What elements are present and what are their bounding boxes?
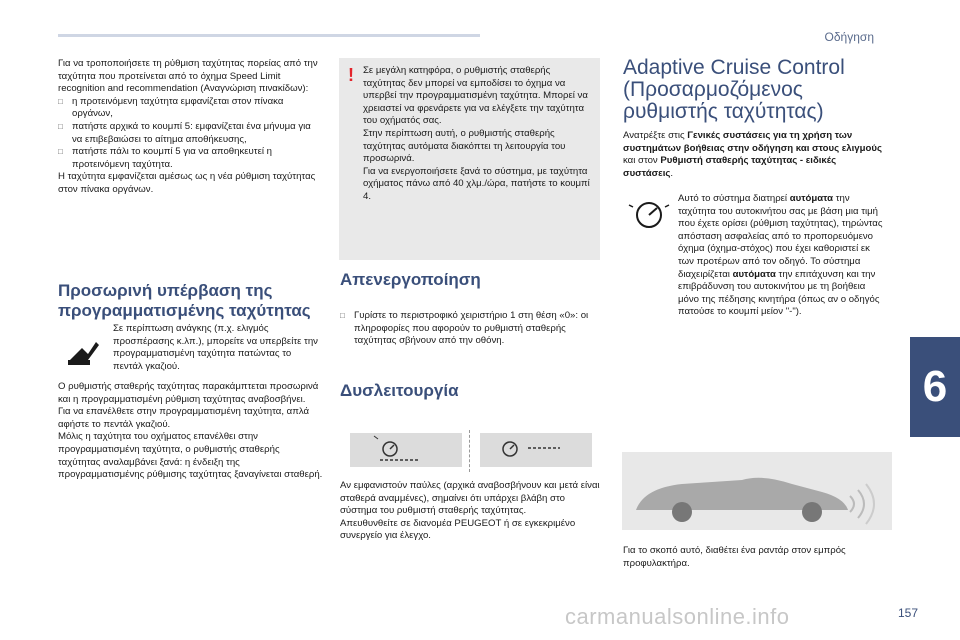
acc-title: Adaptive Cruise Control (Προσαρμοζόμενος ρυθμιστής ταχύτητας) — [623, 56, 845, 123]
deactivation-title: Απενεργοποίηση — [340, 270, 481, 289]
speedometer-dashes-image-flashing — [350, 433, 462, 467]
chapter-tab: 6 — [910, 337, 960, 437]
malfunction-title: Δυσλειτουργία — [340, 381, 459, 400]
warning-box — [339, 58, 600, 260]
speedometer-dashes-image-steady — [480, 433, 592, 467]
intro-paragraph: □ πατήστε πάλι το κουμπί 5 για να αποθηκευτεί η προτεινόμενη ταχύτητα. — [58, 146, 320, 171]
acc-icon-text: Αυτό το σύστημα διατηρεί αυτόματα την ταχύτητα του αυτοκινήτου σας με βάση μια τιμή που έχετε ορίσει (ρύθμιση ταχύτητας), τηρώντας απόσταση ασφαλείας από το προπορευόμενο όχημα (όχημα-στόχος) που έχει καθοριστεί εκ των προτέρων από τον οδηγό. Το σύστημα διαχειρίζεται αυτόματα την επιτάχυνση και την επιβράδυνση του αυτοκινήτου με τη βοήθεια μόνο της πέδησης κινητήρα (όπως αν ο οδηγός πατούσε το κουμπί μείον "-"). — [678, 193, 883, 318]
image-divider — [469, 430, 470, 472]
header-rule — [58, 34, 480, 37]
override-icon-text: Σε περίπτωση ανάγκης (π.χ. ελιγμός προσπέρασης κ.λπ.), μπορείτε να υπερβείτε την προγραμματισμένη ταχύτητα πατώντας το πεντάλ γκαζιού. — [113, 323, 318, 372]
override-title: Προσωρινή υπέρβαση της προγραμματισμένης ταχύτητας — [58, 281, 311, 320]
deactivation-text: □ Γυρίστε το περιστροφικό χειριστήριο 1 στη θέση «0»: οι πληροφορίες που αφορούν το ρυθμιστή σταθερής ταχύτητας σβήνουν από την οθόνη. — [340, 310, 600, 348]
car-radar-image — [622, 452, 892, 530]
intro-paragraph: □ η προτεινόμενη ταχύτητα εμφανίζεται στον πίνακα οργάνων, — [58, 96, 320, 121]
intro-paragraph: Για να τροποποιήσετε τη ρύθμιση ταχύτητας πορείας από την ταχύτητα που προτείνεται από το όχημα Speed Limit recognition and recommendation (Αναγνώριση πινακίδων): — [58, 58, 318, 95]
refer-text: Ανατρέξτε στις Γενικές συστάσεις για τη χρήση των συστημάτων βοήθειας στην οδήγηση και στους ελιγμούς και στον Ρυθμιστή σταθερής ταχύτητας - ειδικές συστάσεις. — [623, 130, 882, 179]
accelerator-pedal-icon — [64, 334, 104, 370]
intro-paragraph: □ πατήστε αρχικά το κουμπί 5: εμφανίζεται ένα μήνυμα για να επιβεβαιώσει το αίτημα αποθήκευσης, — [58, 121, 320, 146]
intro-paragraph: Η ταχύτητα εμφανίζεται αμέσως ως η νέα ρύθμιση ταχύτητας στον πίνακα οργάνων. — [58, 171, 316, 195]
section-header: Οδήγηση — [824, 30, 874, 44]
warning-text: Σε μεγάλη κατηφόρα, ο ρυθμιστής σταθερής ταχύτητας δεν μπορεί να εμποδίσει το όχημα να υπερβεί την προγραμματισμένη ταχύτητα. Μπορεί να χρειαστεί να φρενάρετε για να ελέγξετε την ταχύτητα του οχήματός σας. Στην περίπτωση αυτή, ο ρυθμιστής σταθερής ταχύτητας αυτόματα διακόπτει τη λειτουργία του προσωρινά. Για να ενεργοποιήσετε ξανά το σύστημα, με ταχύτητα οχήματος πάνω από 40 χλμ./ώρα, πατήστε το κουμπί 4. — [363, 65, 590, 202]
intro-text — [58, 58, 320, 197]
watermark: carmanualsonline.info — [565, 604, 790, 629]
warning-icon: ! — [348, 65, 354, 85]
malfunction-text: Αν εμφανιστούν παύλες (αρχικά αναβοσβήνουν και μετά είναι σταθερά αναμμένες), σημαίνει ότι υπάρχει βλάβη στο σύστημα του ρυθμιστή σταθερής ταχύτητας. Απευθυνθείτε σε διανομέα PEUGEOT ή σε εγκεκριμένο συνεργείο για έλεγχο. — [340, 480, 600, 542]
adaptive-cruise-icon — [627, 198, 671, 232]
radar-text: Για το σκοπό αυτό, διαθέτει ένα ραντάρ στον εμπρός προφυλακτήρα. — [623, 545, 846, 569]
override-body: Ο ρυθμιστής σταθερής ταχύτητας παρακάμπτεται προσωρινά και η προγραμματισμένη ρύθμιση ταχύτητας αναβοσβήνει. Για να επανέλθετε στην προγραμματισμένη ταχύτητα, απλά αφήστε το πεντάλ γκαζιού. Μόλις η ταχύτητα του οχήματος επανέλθει στην προγραμματισμένη ταχύτητα, ο ρυθμιστής σταθερής ταχύτητας αναλαμβάνει ξανά: η ένδειξη της προγραμματισμένης ρύθμισης ταχύτητας ξαναγίνεται σταθερή. — [58, 381, 323, 481]
page-number: 157 — [897, 606, 918, 620]
